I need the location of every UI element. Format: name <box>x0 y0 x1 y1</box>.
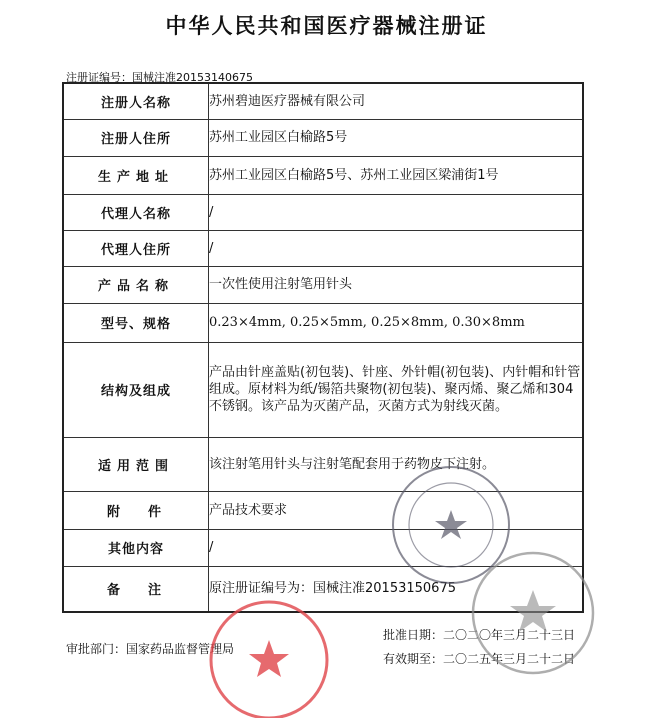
row-value: 苏州工业园区白榆路5号、苏州工业园区梁浦街1号 <box>209 156 584 194</box>
row-label: 生产地址 <box>63 156 209 194</box>
row-value: 苏州碧迪医疗器械有限公司 <box>209 83 584 119</box>
table-row <box>63 194 583 230</box>
valid-until: 有效期至：二〇二五年三月二十二日 <box>383 652 576 666</box>
row-label: 代理人住所 <box>63 230 209 266</box>
row-value: / <box>209 529 584 566</box>
row-label: 结构及组成 <box>63 342 209 437</box>
company-seal <box>204 592 334 718</box>
row-label: 注册人名称 <box>63 83 209 119</box>
nmpa-seal <box>468 548 598 678</box>
approval-department: 审批部门：国家药品监督管理局 <box>66 642 235 656</box>
table-row <box>63 303 583 342</box>
row-value: / <box>209 230 584 266</box>
row-label: 附件 <box>63 491 209 529</box>
row-label: 代理人名称 <box>63 194 209 230</box>
certificate-title: 中华人民共和国医疗器械注册证 <box>165 13 488 38</box>
row-value: 0.23×4mm, 0.25×5mm, 0.25×8mm, 0.30×8mm <box>209 303 584 342</box>
table-row <box>63 342 583 437</box>
row-label: 注册人住所 <box>63 119 209 156</box>
row-value: 原注册证编号为：国械注准20153150675 <box>209 566 584 612</box>
row-value: 产品由针座盖贴(初包装)、针座、外针帽(初包装)、内针帽和针管组成。原材料为纸/锡箔共聚物(初包装)、聚丙烯、聚乙烯和304不锈钢。该产品为灭菌产品，灭菌方式为射线灭菌。 <box>209 342 584 437</box>
table-row <box>63 156 583 194</box>
row-value: 苏州工业园区白榆路5号 <box>209 119 584 156</box>
row-value: 产品技术要求 <box>209 491 584 529</box>
table-row <box>63 83 583 119</box>
row-label: 其他内容 <box>63 529 209 566</box>
registration-number: 注册证编号：国械注准20153140675 <box>66 71 253 84</box>
row-label: 产品名称 <box>63 266 209 303</box>
row-label: 备注 <box>63 566 209 612</box>
approval-date: 批准日期：二〇二〇年三月二十三日 <box>383 628 576 642</box>
table-row <box>63 119 583 156</box>
row-value: 该注射笔用针头与注射笔配套用于药物皮下注射。 <box>209 437 584 491</box>
table-row <box>63 230 583 266</box>
table-row <box>63 266 583 303</box>
row-label: 适用范围 <box>63 437 209 491</box>
row-value: / <box>209 194 584 230</box>
row-value: 一次性使用注射笔用针头 <box>209 266 584 303</box>
row-label: 型号、规格 <box>63 303 209 342</box>
